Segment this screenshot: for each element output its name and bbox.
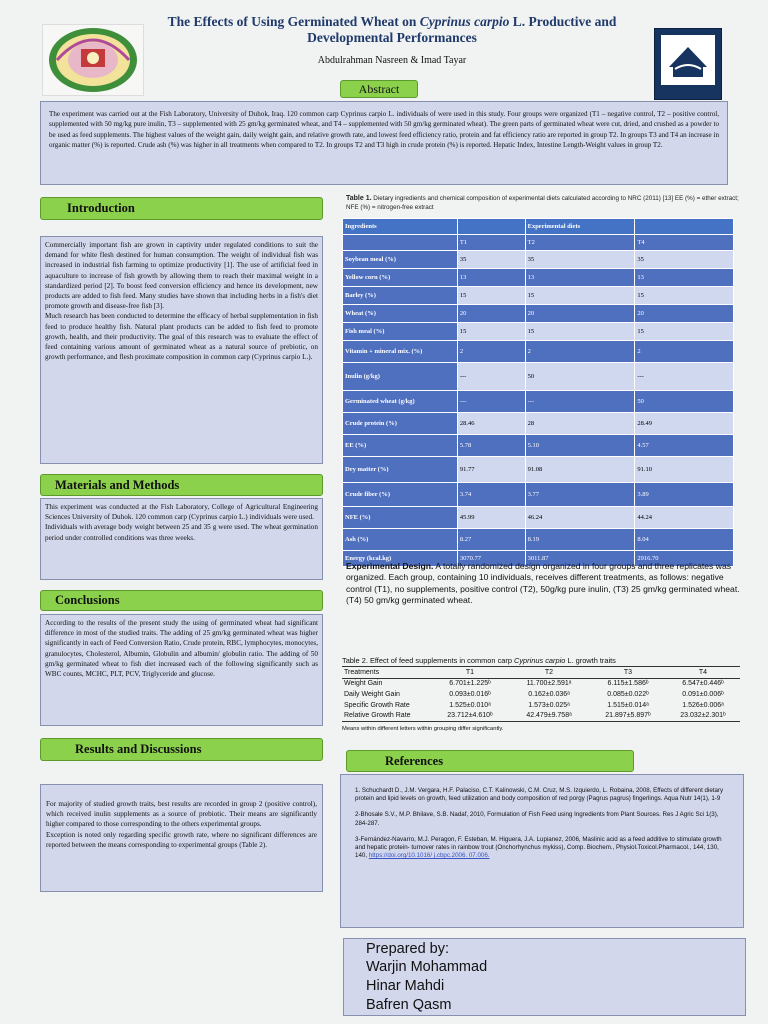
table1-col-header: T4 [635, 235, 734, 251]
table2-cell: 21.897±5.897ᵇ [590, 710, 666, 721]
table2-cell: 6.701±1.225ᵇ [449, 680, 491, 688]
table1-cell: 13 [457, 269, 525, 287]
table1-row-label: Fish meal (%) [343, 323, 458, 341]
table1-row-label: Dry matter (%) [343, 457, 458, 483]
table1-cell: 46.24 [525, 507, 635, 529]
table1-header-diets: Experimental diets [525, 219, 635, 235]
table1-row-label: Barley (%) [343, 287, 458, 305]
poster-title: The Effects of Using Germinated Wheat on Cyprinus carpio L. Productive and Developmental Performances [167, 14, 617, 45]
table2-cell: 42.479±9.758ᵃ [508, 710, 590, 721]
table1-cell: --- [525, 391, 635, 413]
table2-cell: 1.525±0.010ᵃ [449, 701, 491, 709]
references-heading: References [346, 750, 634, 772]
table1-cell: 3.77 [525, 483, 635, 507]
materials-methods-panel [40, 498, 323, 580]
results-paragraph: Exception is noted only regarding specific growth rate, where no significant differences are reported between the means corresponding to experimental groups (Table 2). [46, 830, 317, 849]
table1-cell: 15 [635, 287, 734, 305]
table1-header-ingredients: Ingredients [343, 219, 458, 235]
table2-caption: Table 2. Effect of feed supplements in common carp Cyprinus carpio L. growth traits [342, 656, 616, 665]
table1-row-label: Energy (kcal.kg) [343, 551, 458, 567]
table2-cell: 23.032±2.301ᵇ [666, 710, 740, 721]
table1-row-label: Crude fiber (%) [343, 483, 458, 507]
table1-cell: 45.99 [457, 507, 525, 529]
table1-row-label: Vitamin + mineral mix. (%) [343, 341, 458, 363]
preparer-name: Warjin Mohammad [366, 959, 488, 975]
conclusions-text: According to the results of the present study the using of germinated wheat had significant difference in most of the studied traits. The adding of 25 gm/kg germinated wheat was higher significantly in each of Feed Conversion Ratio, Crude protein, RBC, lymphocytes, monocytes, granulocytes, Cholesterol, Albumin, Globulin and albumin/ globulin ratio. The adding of 50 gm/kg germinated wheat to fish diet increased each of the following significantly such as WBC counts, MCHC, PLT, PCV, Triglyceride and glucose. [40, 614, 323, 726]
materials-methods-heading: Materials and Methods [40, 474, 323, 496]
table2-note: Means within different letters within grouping differ significantly. [342, 726, 504, 732]
table1-cell: 91.08 [525, 457, 635, 483]
materials-paragraph: This experiment was conducted at the Fish Laboratory, College of Agricultural Engineering Sciences University of Duhok. 120 common carp (Cyprinus carpio L.) individuals were used. [45, 503, 318, 522]
table1-cell: 28.46 [457, 413, 525, 435]
table2-cell: 0.085±0.022ᵇ [607, 690, 649, 698]
preparer-name: Bafren Qasm [366, 997, 452, 1013]
table1-cell: --- [635, 363, 734, 391]
table1-cell: 3.74 [457, 483, 525, 507]
reference-item: 2-Bhosale S.V., M.P. Bhilave, S.B. Nadaf, 2010, Formulation of Fish Feed using Ingredients from Plant Sources. Res J Agric Sci 1(3), 284-287. [355, 811, 719, 827]
results-heading: Results and Discussions [40, 738, 323, 761]
table2-header: T3 [590, 667, 666, 679]
table1-row-label: NFE (%) [343, 507, 458, 529]
table2-row-label: Relative Growth Rate [342, 710, 432, 721]
table1-col-header: T2 [525, 235, 635, 251]
table1-cell: 91.77 [457, 457, 525, 483]
reference-item: 1. Schuchardt D., J.M. Vergara, H.F. Palaciso, C.T. Kalinowski, C.M. Cruz, M.S. Izquierdo, L. Robaina, 2008, Effects of different dietary protein and lipid levels on growth, feed utilization and body composition of red porgy (Pagrus pagrus) fingerlings. Aqua Nutr 14(1), 1-9 [355, 787, 724, 803]
results-paragraph: For majority of studied growth traits, best results are recorded in group 2 (positive control), which received inulin supplements as a source of prebiotic. Their means are significantly higher compared to those corresponding to the others experimental groups. [46, 800, 317, 829]
table1-cell: 35 [525, 251, 635, 269]
table2-cell: 0.162±0.036ᵃ [528, 690, 570, 698]
table1-cell: 50 [525, 363, 635, 391]
table1-row-label: Wheat (%) [343, 305, 458, 323]
table1-cell: 20 [635, 305, 734, 323]
table1-row-label: Yellow corn (%) [343, 269, 458, 287]
table1-cell: 91.10 [635, 457, 734, 483]
table1-cell: 13 [525, 269, 635, 287]
table2-header: T2 [508, 667, 590, 679]
table1-cell: 3011.87 [525, 551, 635, 567]
table1-cell: 2 [635, 341, 734, 363]
prepared-by-panel [343, 938, 746, 1016]
table1-cell: 35 [457, 251, 525, 269]
table1-cell: 2 [525, 341, 635, 363]
table2-row-label: Daily Weight Gain [344, 690, 400, 698]
authors: Abdulrahman Nasreen & Imad Tayar [317, 55, 467, 66]
table1-cell: --- [457, 363, 525, 391]
table2-row-label: Weight Gain [344, 680, 383, 688]
experimental-design-text: Experimental Design. A totally randomized design organized in four groups and three replicates was organized. Each group, containing 10 individuals, receives different treatments, as follows: negative control (T1), no supplements, positive control (T2), 50g/kg pure inulin, (T3) 25 gm/kg germinated wheat. (T4) 50 gm/kg germinated wheat. [346, 561, 740, 606]
table1-cell: 15 [635, 323, 734, 341]
table1-row-label: Soybean meal (%) [343, 251, 458, 269]
table1-cell: 28.49 [635, 413, 734, 435]
table1-cell: 35 [635, 251, 734, 269]
table1-diet-composition [342, 218, 734, 567]
introduction-paragraph: Much research has been conducted to determine the efficacy of herbal supplementation in fish feed to produce healthy fish. Natural plant products can be added to fish feed to promote growth, health, and their productivity. The goal of this research was to evaluate the effect of feed containing various amount of germinated wheat as a natural source of prebiotic, on growth performance, and flesh proximate composition in common carp (Cyprinus carpio L.). [45, 312, 318, 362]
table1-cell: 20 [457, 305, 525, 323]
table1-row-label: Germinated wheat (g/kg) [343, 391, 458, 413]
table2-cell: 6.115±1.586ᵇ [607, 680, 649, 688]
table1-cell: 3070.77 [457, 551, 525, 567]
table1-cell: 8.04 [635, 529, 734, 551]
table2-cell: 6.547±0.446ᵇ [682, 680, 724, 688]
table1-cell: 8.27 [457, 529, 525, 551]
table1-cell: --- [457, 391, 525, 413]
table2-header: T1 [432, 667, 508, 679]
table1-cell: 4.57 [635, 435, 734, 457]
introduction-heading: Introduction [40, 197, 323, 220]
doi-link[interactable]: https://doi.org/10.1016/ j.cbpc.2006. 07.006. [368, 852, 490, 860]
references-panel [340, 774, 744, 928]
table1-cell: 50 [635, 391, 734, 413]
reference-item: 3-Fernández-Navarro, M.J. Peragon, F. Esteban, M. Higuera, J.A. Lupianez, 2006, Maslinic acid as a feed additive to stimulate growth and hepatic protein- turnover rates in rainbow trout (Onchorhynchus mykiss), Comp. Biochem., Physiol.Toxicol.Pharmacol., 144, 130, 140, https://doi.org/10.1016/ j.cbpc.2006. 07.006. [355, 835, 722, 860]
table2-cell: 0.093±0.016ᵇ [449, 690, 491, 698]
table1-row-label: Inulin (g/kg) [343, 363, 458, 391]
table1-cell: 15 [525, 287, 635, 305]
table2-cell: 1.573±0.025ᵃ [528, 701, 570, 709]
table2-cell: 23.712±4.610ᵇ [432, 710, 508, 721]
university-of-duhok-logo-right [654, 28, 722, 100]
table1-cell: 8.19 [525, 529, 635, 551]
table1-row-label: Crude protein (%) [343, 413, 458, 435]
table1-row-label: Ash (%) [343, 529, 458, 551]
table1-cell: 28 [525, 413, 635, 435]
table2-cell: 0.091±0.006ᵇ [682, 690, 724, 698]
table1-cell: 2 [457, 341, 525, 363]
university-of-duhok-logo-left [42, 24, 144, 96]
table2-cell: 1.526±0.006ᵃ [682, 701, 724, 709]
table1-cell: 2916.70 [635, 551, 734, 567]
table2-cell: 1.515±0.014ᵃ [607, 701, 649, 709]
table1-cell: 5.78 [457, 435, 525, 457]
prepared-by-title: Prepared by: [366, 941, 450, 957]
table1-cell: 13 [635, 269, 734, 287]
table1-cell: 20 [525, 305, 635, 323]
table1-cell: 5.10 [525, 435, 635, 457]
table2-header: Treatments [342, 667, 432, 679]
results-panel [40, 784, 323, 892]
table2-cell: 11.700±2.591ᵃ [526, 680, 572, 688]
conclusions-heading: Conclusions [40, 590, 323, 611]
introduction-paragraph: Commercially important fish are grown in captivity under regulated conditions to suit the demand for white flesh destined for human consumption. The weight of individual fish was increased in industrial fish farming to optimize productivity [1]. The use of artificial feed in aquaculture to increase of fish growth by allowing them to reach their maximal weight in a standardized period [2]. To boost feed conversion efficiency and hence its development, new products are added to fish feed. Many studies have shown that including herbs in a fish's diet promote growth and disease-free fish [3]. [45, 241, 318, 311]
table2-header: T4 [666, 667, 740, 679]
introduction-panel [40, 236, 323, 464]
table1-cell: 44.24 [635, 507, 734, 529]
abstract-heading: Abstract [340, 80, 418, 98]
table1-caption: Table 1. Dietary ingredients and chemical composition of experimental diets calculated according to NRC (2011) [13] EE (%) = ether extract; NFE (%) = nitrogen-free extract [346, 195, 739, 211]
table2-row-label: Specific Growth Rate [344, 701, 410, 709]
materials-paragraph: Individuals with average body weight between 25 and 35 g were used. The wheat germination period under controlled conditions was three weeks. [45, 523, 318, 542]
abstract-text: The experiment was carried out at the Fish Laboratory, University of Duhok, Iraq. 120 common carp Cyprinus carpio L. individuals of were used in this study. Four groups were organized (T1 – negative control, T2 – positive control, supplemented with 50 mg/kg pure inulin, T3 – supplemented with 25 gm/kg germinated wheat, and T4 – supplemented with 50 gm/kg germinated wheat). The green parts of germinated wheat were cut, dried, and crushed as a powder to be used as feed supplements. The highest values of the weight gain, daily weight gain, and relative growth rate, and lowest feed efficiency ratio, protein and fat efficiency ratio are reported in group T2. In groups T3 and T4 an increase in organic matter (%) is reported. Crude ash (%) was higher in all treatments when compared to T2. In groups T2 and T3 high in crude protein (%) is reported. Hepatic Index, Intestine Length-Weight values in group T2. [40, 101, 728, 185]
table1-cell: 15 [457, 287, 525, 305]
table1-cell: 15 [525, 323, 635, 341]
table1-col-header: T1 [457, 235, 525, 251]
table1-cell: 15 [457, 323, 525, 341]
table1-cell: 3.89 [635, 483, 734, 507]
preparer-name: Hinar Mahdi [366, 978, 445, 994]
table2-growth-traits [342, 666, 740, 722]
table1-row-label: EE (%) [343, 435, 458, 457]
